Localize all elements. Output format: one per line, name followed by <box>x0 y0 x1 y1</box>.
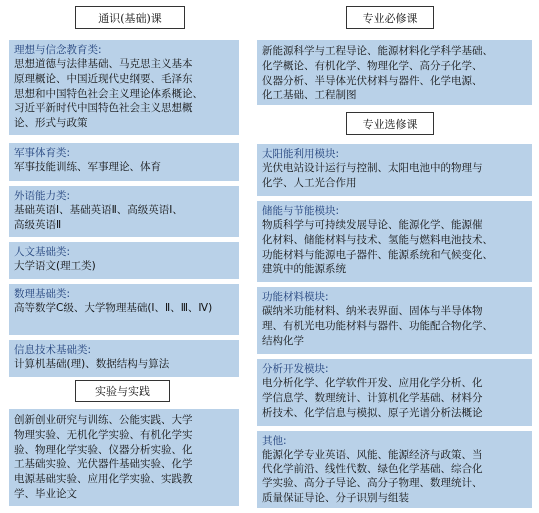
box-content <box>14 301 234 316</box>
box-line: 碳纳米功能材料、纳米表界面、固体与半导体物 <box>262 305 483 317</box>
box-title: 外语能力类: <box>14 190 71 202</box>
box-title: 功能材料模块: <box>262 291 329 303</box>
box-line: 能源化学专业英语、风能、能源经济与政策、当 <box>262 449 483 461</box>
box-content <box>262 44 527 103</box>
box-content <box>262 376 527 420</box>
elective-box-storage <box>257 201 532 282</box>
box-title: 军事体育类: <box>14 147 71 159</box>
box-line: 代化学前沿、线性代数、绿色化学基础、综合化 <box>262 463 483 476</box>
box-content <box>262 161 527 191</box>
elective-box-solar <box>257 144 532 196</box>
box-line: 论、形式与政策 <box>14 117 88 130</box>
general-box-humanities <box>9 242 239 279</box>
practice-header: 实验与实践 <box>75 380 170 402</box>
general-courses-header: 通识(基础)课 <box>75 6 185 29</box>
box-content <box>14 259 234 274</box>
practice-box <box>9 409 239 506</box>
box-line: 电源基础实验、应用化学实验、实践教 <box>14 473 193 486</box>
general-box-it <box>9 340 239 377</box>
box-title: 储能与节能模块: <box>262 205 340 217</box>
box-line: 习近平新时代中国特色社会主义思想概 <box>14 102 193 115</box>
box-content <box>262 448 527 505</box>
required-box <box>257 40 532 105</box>
box-line: 光伏电站设计运行与控制、太阳电池中的物理与 <box>262 162 483 174</box>
box-title: 太阳能利用模块: <box>262 148 340 160</box>
elective-box-analysis <box>257 359 532 426</box>
box-line: 功能材料与能源电子器件、能源系统和气候变化、 <box>262 248 493 261</box>
box-line: 电分析化学、化学软件开发、应用化学分析、化 <box>262 377 483 389</box>
box-line: 化学概论、有机化学、物理化学、高分子化学、 <box>262 59 483 72</box>
box-line: 化学、人工光合作用 <box>262 176 357 189</box>
box-content <box>14 357 234 372</box>
elective-box-other <box>257 431 532 508</box>
box-content <box>14 413 234 502</box>
box-line: 大学语文(理工类) <box>14 260 96 272</box>
box-title: 信息技术基础类: <box>14 344 92 356</box>
general-box-ideology <box>9 40 239 135</box>
general-box-math-physics <box>9 284 239 335</box>
box-content <box>14 57 234 131</box>
box-content <box>262 304 527 348</box>
box-line: 化材料、储能材料与技术、氢能与燃料电池技术、 <box>262 233 493 246</box>
box-line: 学、毕业论文 <box>14 487 77 500</box>
box-line: 创新创业研究与训练、公能实践、大学 <box>14 414 193 426</box>
box-line: 计算机基础(理)、数据结构与算法 <box>14 358 170 370</box>
elective-courses-header: 专业选修课 <box>346 112 434 135</box>
box-line: 基础英语Ⅰ、基础英语Ⅱ、高级英语Ⅰ、 <box>14 204 183 216</box>
box-content <box>14 203 234 233</box>
box-line: 析技术、化学信息与模拟、原子光谱分析法概论 <box>262 406 483 419</box>
box-line: 学实验、高分子导论、高分子物理、数理统计、 <box>262 477 483 490</box>
box-line: 建筑中的能源系统 <box>262 263 346 276</box>
box-title: 数理基础类: <box>14 288 71 300</box>
box-line: 物质科学与可持续发展导论、能源化学、能源催 <box>262 219 483 231</box>
required-courses-header: 专业必修课 <box>346 6 434 29</box>
box-title: 其他: <box>262 435 287 447</box>
box-line: 高级英语Ⅱ <box>14 218 62 231</box>
box-content <box>262 218 527 277</box>
box-line: 物理实验、无机化学实验、有机化学实 <box>14 428 193 441</box>
box-line: 思想和中国特色社会主义理论体系概论、 <box>14 87 203 100</box>
box-line: 工基础实验、光伏器件基础实验、化学 <box>14 458 193 471</box>
elective-box-functional-materials <box>257 287 532 354</box>
box-line: 验、物理化学实验、仪器分析实验、化 <box>14 443 193 456</box>
general-box-military <box>9 143 239 181</box>
box-line: 理、有机光电功能材料与器件、功能配合物化学、 <box>262 319 493 332</box>
box-content <box>14 160 234 175</box>
box-line: 军事技能训练、军事理论、体育 <box>14 161 161 173</box>
box-line: 学信息学、数理统计、计算机化学基础、材料分 <box>262 391 483 404</box>
box-line: 新能源科学与工程导论、能源材料化学科学基础、 <box>262 45 493 57</box>
box-line: 高等数学C级、大学物理基础(Ⅰ、Ⅱ、Ⅲ、Ⅳ) <box>14 302 213 314</box>
box-line: 原理概论、中国近现代史纲要、毛泽东 <box>14 72 193 85</box>
box-title: 理想与信念教育类: <box>14 44 102 56</box>
general-box-language <box>9 186 239 237</box>
box-line: 思想道德与法律基础、马克思主义基本 <box>14 58 193 70</box>
box-line: 结构化学 <box>262 334 304 347</box>
box-line: 仪器分析、半导体光伏材料与器件、化学电源、 <box>262 74 483 87</box>
box-title: 分析开发模块: <box>262 363 329 375</box>
box-line: 质量保证导论、分子识别与组装 <box>262 491 409 504</box>
box-line: 化工基础、工程制图 <box>262 89 357 102</box>
box-title: 人文基础类: <box>14 246 71 258</box>
